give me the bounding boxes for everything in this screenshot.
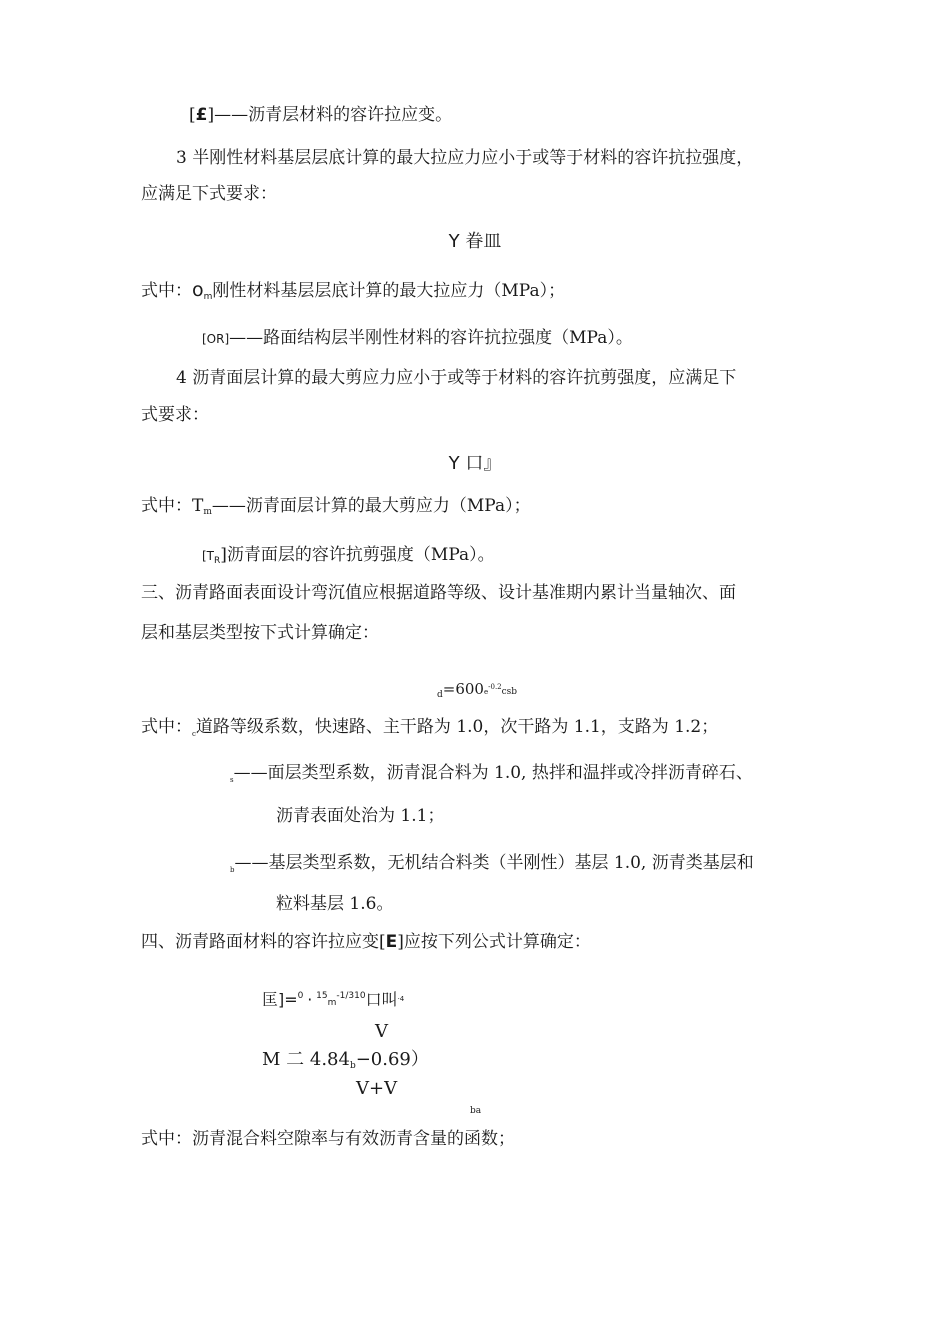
section-3-line2: 层和基层类型按下式计算确定：	[141, 623, 379, 643]
formula-m-denominator: V+V	[356, 1078, 398, 1099]
line-tr-def: $[T_R]$沥青面层的容许抗剪强度（MPa）。	[202, 545, 495, 566]
epsilon-symbol: £	[195, 105, 208, 125]
formula-m-numerator: V	[375, 1021, 388, 1042]
line-ac-def: 式中：$_c$道路等级系数，快速路、主干路为 1.0，次干路为 1.1，支路为 1.2；	[141, 717, 719, 738]
line-sigma-def: 式中：$o_m$刚性材料基层层底计算的最大拉应力（MPa）；	[141, 279, 566, 302]
paragraph-4-line1: 4 沥青面层计算的最大剪应力应小于或等于材料的容许抗剪强度，应满足下	[176, 368, 737, 388]
line-ab-def-cont: 粒料基层 1.6。	[276, 894, 394, 914]
paragraph-3-line2: 应满足下式要求：	[141, 184, 277, 204]
sigma-symbol: o	[192, 279, 204, 301]
formula-m: M 二 $4.84_b-0.69$）	[262, 1049, 429, 1071]
formula-m-denominator-sub: ba	[470, 1106, 482, 1116]
line-as-def-cont: 沥青表面处治为 1.1；	[276, 806, 445, 826]
section-3-line1: 三、沥青路面表面设计弯沉值应根据道路等级、设计基准期内累计当量轴次、面	[141, 583, 736, 603]
line-tau-def: 式中：$T_m——$沥青面层计算的最大剪应力（MPa）；	[141, 496, 531, 517]
strain-symbol: E	[385, 932, 398, 952]
paragraph-3-line1: 3 半刚性材料基层层底计算的最大拉应力应小于或等于材料的容许抗拉强度，	[176, 148, 754, 168]
line-m-def: 式中：沥青混合料空隙率与有效沥青含量的函数；	[141, 1129, 515, 1149]
formula-allowable-strain: 匡]$=^0 \cdot ^{15}m^{-1/310}$口叫$^{\cdot 4}$	[262, 990, 405, 1009]
or-symbol: [OR]	[202, 332, 230, 346]
line-or-def: [OR]——路面结构层半刚性材料的容许抗拉强度（MPa）。	[202, 328, 633, 348]
line-allowable-strain-def: [£]——沥青层材料的容许拉应变。	[189, 105, 453, 125]
line-ab-def: $_b$——基层类型系数，无机结合料类（半刚性）基层 1.0, 沥青类基层和	[230, 853, 754, 874]
formula-sigma: Y 眷皿	[448, 231, 502, 252]
line-as-def: $_s$——面层类型系数，沥青混合料为 1.0, 热拌和温拌或冷拌沥青碎石、	[230, 763, 753, 784]
formula-deflection: $_d=600e^{-0.2}csb$	[437, 680, 518, 700]
tau-symbol: T	[192, 496, 204, 516]
paragraph-4-line2: 式要求：	[141, 405, 209, 425]
formula-tau: Y 口』	[448, 453, 502, 474]
section-4-line: 四、沥青路面材料的容许拉应变[E]应按下列公式计算确定：	[141, 932, 591, 952]
